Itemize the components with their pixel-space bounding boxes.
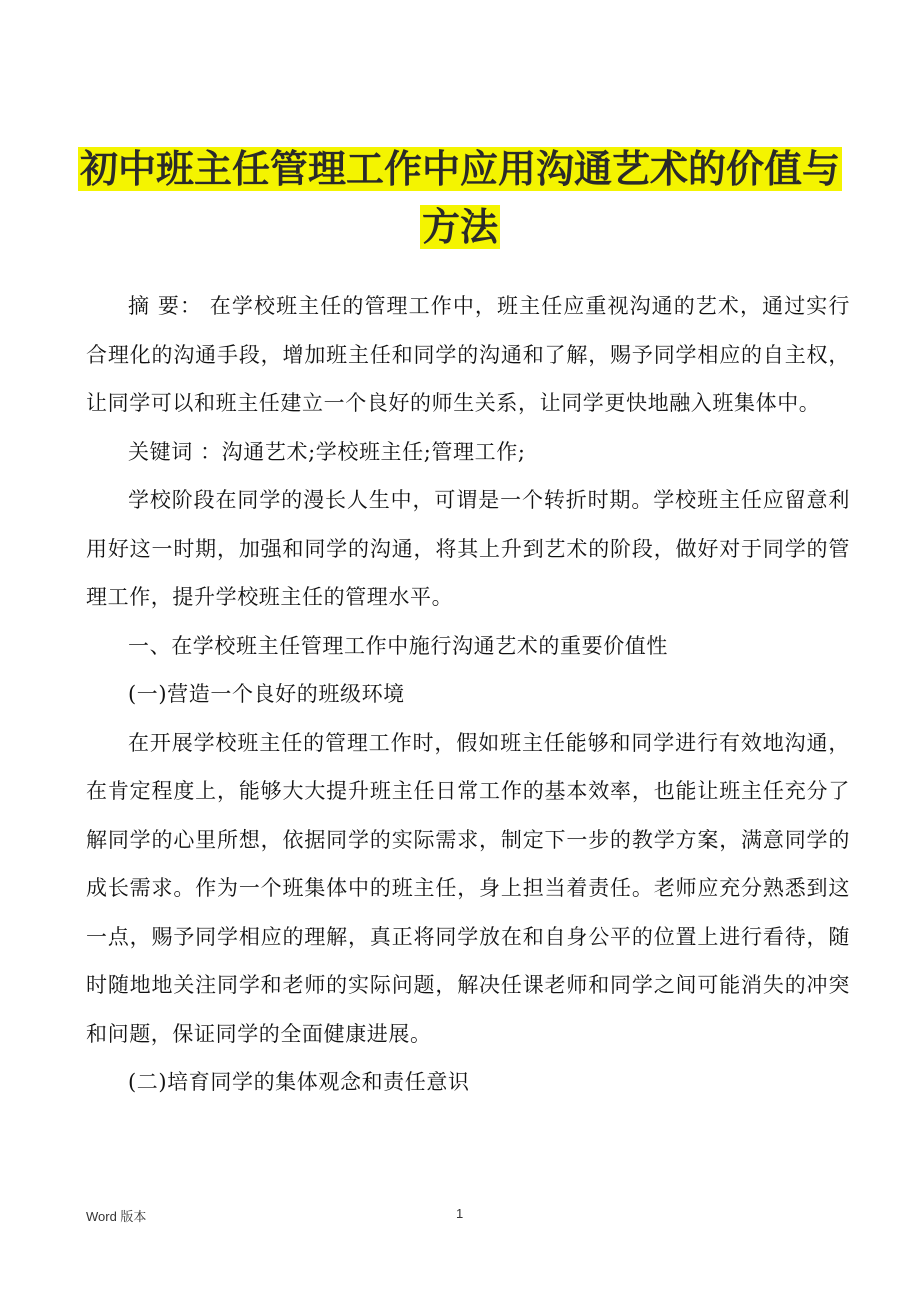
document-title [0,140,920,256]
subsection-heading-2: (二)培育同学的集体观念和责任意识 [128,1070,470,1094]
section-heading-1: 一、在学校班主任管理工作中施行沟通艺术的重要价值性 [128,633,668,658]
keywords-paragraph: 关键词 ：沟通艺术;学校班主任;管理工作; [128,439,526,464]
intro-paragraph: 学校阶段在同学的漫长人生中，可谓是一个转折时期。学校班主任应留意利用好这一时期，加强和同学的沟通，将其上升到艺术的阶段，做好对于同学的管理工作，提升学校班主任的管理水平。 [86,488,850,609]
page-number: 1 [456,1206,464,1221]
body-paragraph: 在开展学校班主任的管理工作时，假如班主任能够和同学进行有效地沟通，在肯定程度上，能够大大提升班主任日常工作的基本效率，也能让班主任充分了解同学的心里所想，依据同学的实际需求，制定下一步的教学方案，满意同学的成长需求。作为一个班集体中的班主任，身上担当着责任。老师应充分熟悉到这一点，赐予同学相应的理解，真正将同学放在和自身公平的位置上进行看待，随时随地地关注同学和老师的实际问题，解决任课老师和同学之间可能消失的冲突和问题，保证同学的全面健康进展。 [86,730,850,1046]
title-line-1: 初中班主任管理工作中应用沟通艺术的价值与 [79,147,840,191]
subsection-heading-1: (一)营造一个良好的班级环境 [128,682,405,706]
title-line-2: 方法 [421,205,498,249]
footer-label: Word 版本 [86,1209,147,1224]
document-body [86,282,850,1107]
abstract-paragraph: 摘 要： 在学校班主任的管理工作中，班主任应重视沟通的艺术，通过实行合理化的沟通手段，增加班主任和同学的沟通和了解，赐予同学相应的自主权，让同学可以和班主任建立一个良好的师生关系，让同学更快地融入班集体中。 [86,294,850,415]
